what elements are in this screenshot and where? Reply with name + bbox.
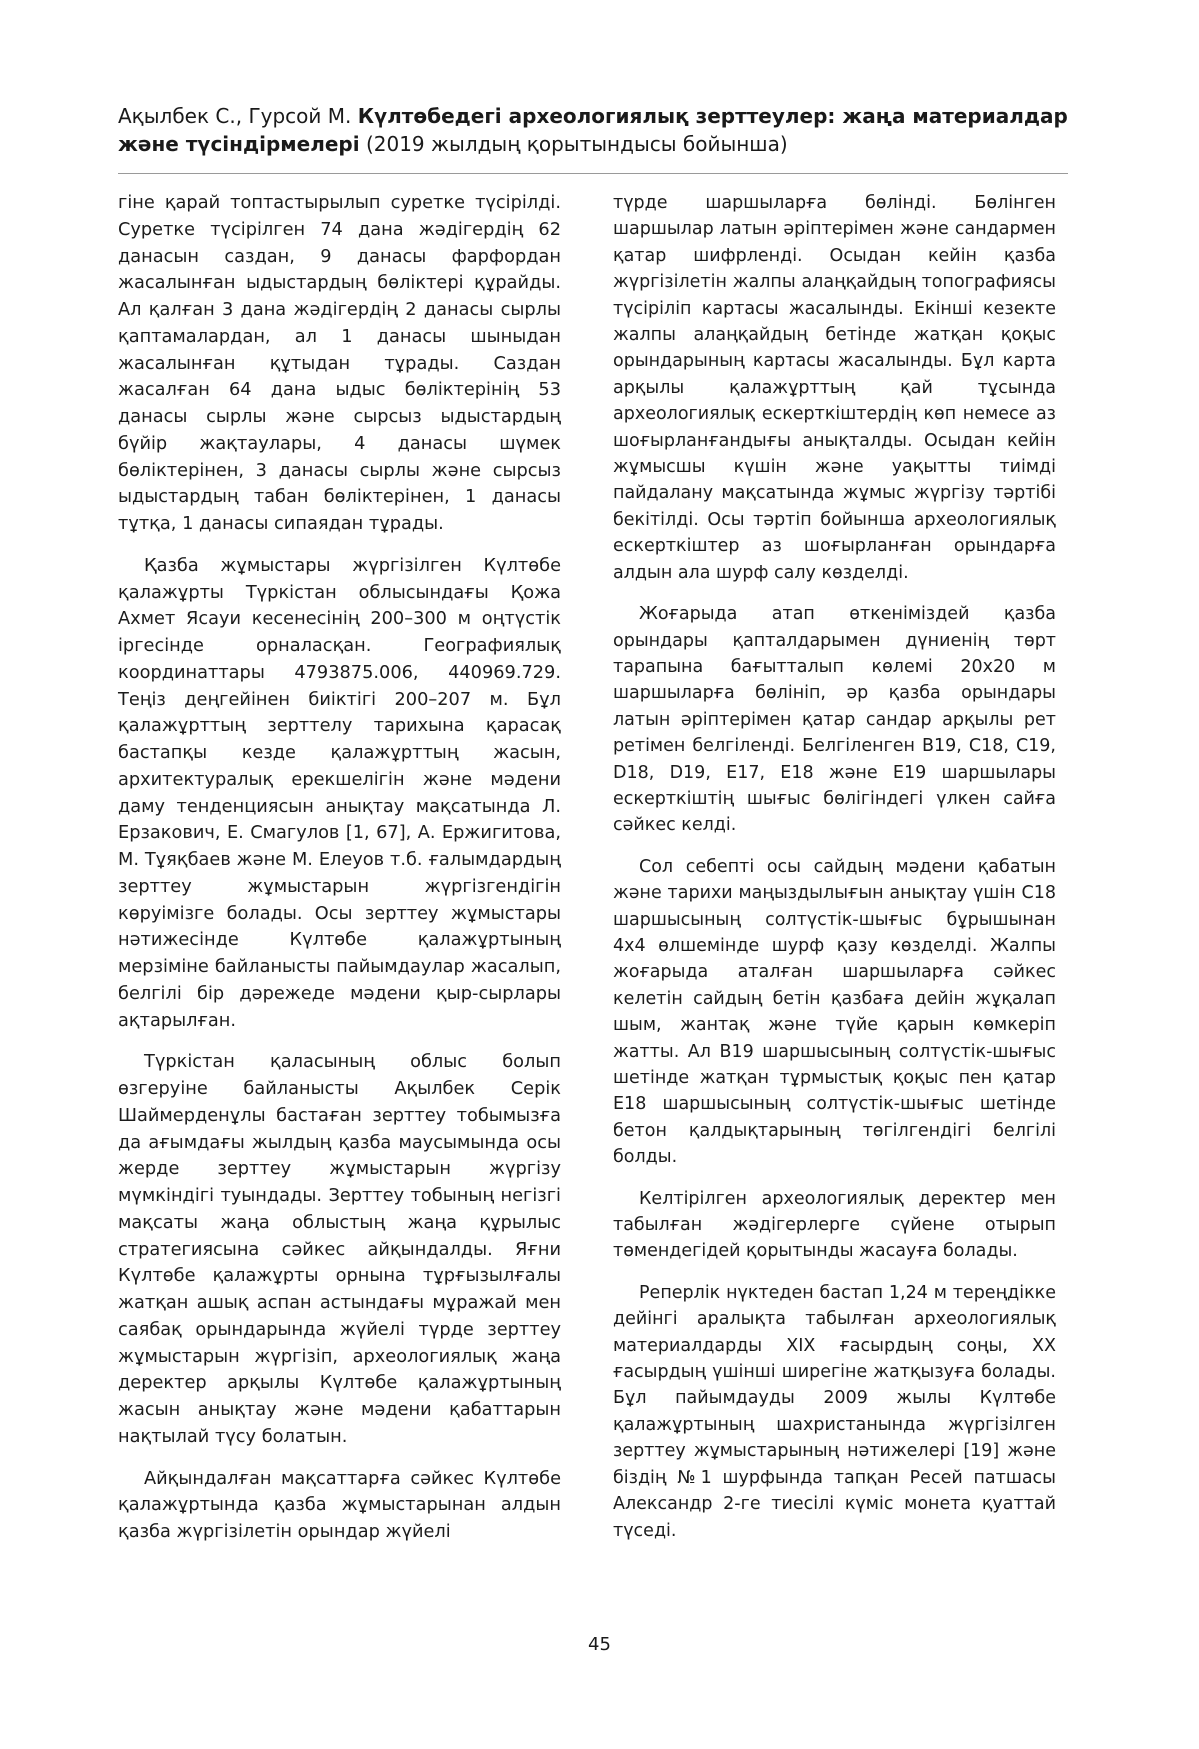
paragraph: Қазба жұмыстары жүргізілген Күлтөбе қалажұрты Түркістан облысындағы Қожа Ахмет Ясауи кесенесінің 200–300 м оңтүстік іргесінде орналасқан. Географиялық координаттары 4793875.006, 440969.729. Теңіз деңгейінен биіктігі 200–207 м. Бұл қалажұрттың зерттелу тарихына қарасақ бастапқы кезде қалажұрттың жасын, архитектуралық ерекшелігін және мәдени даму тенденциясын анықтау мақсатында Л. Ерзакович, Е. Смагулов [1, 67], А. Ержигитова, М. Тұяқбаев және М. Елеуов т.б. ғалымдардың зерттеу жұмыстарын жүргізгендігін көруімізге болады. Осы зерттеу жұмыстары нәтижесінде Күлтөбе қалажұртының мерзіміне байланысты пайымдаулар жасалып, белгілі бір дәрежеде мәдени қыр-сырлары ақтарылған.: [118, 555, 561, 1031]
paragraph: Түркістан қаласының облыс болып өзгеруіне байланысты Ақылбек Серік Шаймерденұлы бастаған зерттеу тобымызға да ағымдағы жылдың қазба маусымында осы жерде зерттеу жұмыстарын жүргізу мүмкіндігі туындады. Зерттеу тобының негізгі мақсаты жаңа облыстың жаңа құрылыс стратегиясына сәйкес айқындалды. Яғни Күлтөбе қалажұрты орнына тұрғызылғалы жатқан ашық аспан астындағы мұражай мен саябақ орындарында жүйелі түрде зерттеу жұмыстарын жүргізіп, археологиялық жаңа деректер арқылы Күлтөбе қалажұртының жасын анықтау және мәдени қабаттарын нақтылай түсу болатын.: [118, 1052, 561, 1447]
paragraph: Сол себепті осы сайдың мәдени қабатын және тарихи маңыздылығын анықтау үшін C18 шаршысының солтүстік-шығыс бұрышынан 4х4 өлшемінде шурф қазу көзделді. Жалпы жоғарыда аталған шаршыларға сәйкес келетін сайдың бетін қазбаға дейін жұқалап шым, жантақ және түйе қарын көмкеріп жатты. Ал B19 шаршысының солтүстік-шығыс шетінде жатқан тұрмыстық қоқыс пен қатар E18 шаршысының солтүстік-шығыс шетінде бетон қалдықтарының төгілгендігі белгілі болды.: [613, 856, 1056, 1168]
header-subtitle: (2019 жылдың қорытындысы бойынша): [359, 132, 788, 156]
right-column: [613, 190, 1056, 1559]
page-number: 45: [588, 1634, 611, 1655]
running-header: [118, 102, 1068, 158]
paragraph: Реперлік нүктеден бастап 1,24 м тереңдікке дейінгі аралықта табылған археологиялық материалдарды XIX ғасырдың соңы, XX ғасырдың үшінші ширегіне жатқызуға болады. Бұл пайымдауды 2009 жылы Күлтөбе қалажұртының шахристанында жүргізілген зерттеу жұмыстарының нәтижелері [19] және біздің №1 шурфында тапқан Ресей патшасы Александр 2-ге тиесілі күміс монета қуаттай түседі.: [613, 1282, 1056, 1541]
header-title: Күлтөбедегі археологиялық зерттеулер: жаңа материалдар және түсіндірмелері: [118, 104, 1068, 156]
header-divider: [118, 173, 1068, 174]
left-column: [118, 190, 561, 1561]
paragraph: Жоғарыда атап өткеніміздей қазба орындары қапталдарымен дүниенің төрт тарапына бағытталып көлемі 20х20 м шаршыларға бөлініп, әр қазба орындары латын әріптерімен қатар сандар арқылы рет ретімен белгіленді. Белгіленген B19, C18, C19, D18, D19, E17, E18 және E19 шаршылары ескерткіштің шығыс бөлігіндегі үлкен сайға сәйкес келді.: [613, 604, 1056, 836]
paragraph: Келтірілген археологиялық деректер мен табылған жәдігерлерге сүйене отырып төмендегідей қорытынды жасауға болады.: [613, 1188, 1056, 1262]
header-authors: Ақылбек С., Гурсой М.: [118, 104, 358, 128]
paragraph: Айқындалған мақсаттарға сәйкес Күлтөбе қалажұртында қазба жұмыстарынан алдын қазба жүргізілетін орындар жүйелі: [118, 1468, 561, 1542]
paragraph: гіне қарай топтастырылып суретке түсірілді. Суретке түсірілген 74 дана жәдігердің 62 данасын саздан, 9 данасы фарфордан жасалынған ыдыстардың бөліктері құрайды. Ал қалған 3 дана жәдігердің 2 данасы сырлы қаптамалардан, ал 1 данасы шыныдан жасалынған құтыдан тұрады. Саздан жасалған 64 дана ыдыс бөліктерінің 53 данасы сырлы және сырсыз ыдыстардың бүйір жақтаулары, 4 данасы шүмек бөліктерінен, 3 данасы сырлы және сырсыз ыдыстардың табан бөліктерінен, 1 данасы тұтқа, 1 данасы сипаядан тұрады.: [118, 193, 561, 534]
paragraph: түрде шаршыларға бөлінді. Бөлінген шаршылар латын әріптерімен және сандармен қатар шифрленді. Осыдан кейін қазба жүргізілетін жалпы алаңқайдың топографиясы түсіріліп картасы жасалынды. Екінші кезекте жалпы алаңқайдың бетінде жатқан қоқыс орындарының картасы жасалынды. Бұл карта арқылы қалажұрттың қай тұсында археологиялық ескерткіштердің көп немесе аз шоғырланғандығы анықталды. Осыдан кейін жұмысшы күшін және уақытты тиімді пайдалану мақсатында жұмыс жүргізу тәртібі бекітілді. Осы тәртіп бойынша археологиялық ескерткіштер аз шоғырланған орындарға алдын ала шурф салу көзделді.: [613, 193, 1056, 583]
